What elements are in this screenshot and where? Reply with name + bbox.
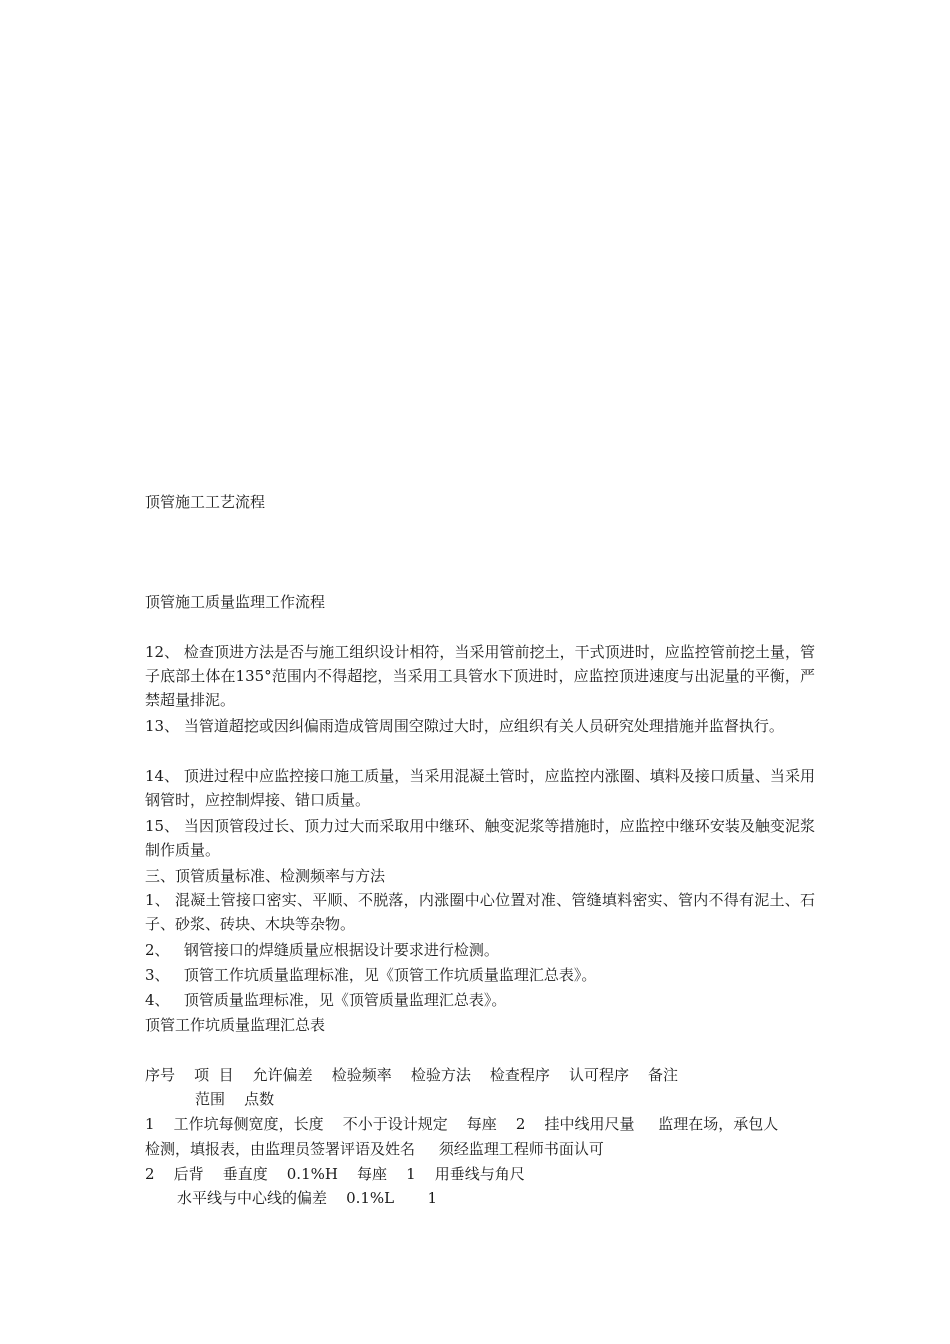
table-row-1-line-1: 1 工作坑每侧宽度，长度 不小于设计规定 每座 2 挂中线用尺量 监理在场，承包人 [145, 1115, 779, 1133]
table-row-2-line-2: 水平线与中心线的偏差 0.1%L 1 [177, 1189, 438, 1207]
section-3-item-2: 2、 钢管接口的焊缝质量应根据设计要求进行检测。 [145, 941, 499, 959]
heading-process-flow: 顶管施工工艺流程 [145, 493, 266, 511]
table-row-2-line-1: 2 后背 垂直度 0.1%H 每座 1 用垂线与角尺 [145, 1165, 525, 1183]
table-header-line-2: 范围 点数 [195, 1090, 275, 1108]
table-header-line-1: 序号 项 目 允许偏差 检验频率 检验方法 检查程序 认可程序 备注 [145, 1066, 679, 1084]
section-3-item-1: 1、 混凝土管接口密实、平顺、不脱落，内涨圈中心位置对准、管缝填料密实、管内不得有泥土、石子、砂浆、砖块、木块等杂物。 [145, 891, 815, 933]
heading-supervision-flow: 顶管施工质量监理工作流程 [145, 593, 326, 611]
table-row-1-line-2: 检测，填报表，由监理员签署评语及姓名 须经监理工程师书面认可 [145, 1140, 604, 1158]
section-3-title: 三、顶管质量标准、检测频率与方法 [145, 867, 386, 885]
section-3-item-4: 4、 顶管质量监理标准，见《顶管质量监理汇总表》。 [145, 991, 507, 1009]
list-item-13: 13、 当管道超挖或因纠偏雨造成管周围空隙过大时，应组织有关人员研究处理措施并监督执行。 [145, 717, 784, 735]
list-item-12: 12、 检查顶进方法是否与施工组织设计相符，当采用管前挖土，干式顶进时，应监控管前挖土量，管子底部土体在135°范围内不得超挖，当采用工具管水下顶进时，应监控顶进速度与出泥量的平衡，严禁超量排泥。 [145, 643, 815, 709]
table-title: 顶管工作坑质量监理汇总表 [145, 1016, 326, 1034]
list-item-15: 15、 当因顶管段过长、顶力过大而采取用中继环、触变泥浆等措施时，应监控中继环安装及触变泥浆制作质量。 [145, 817, 815, 859]
list-item-14: 14、 顶进过程中应监控接口施工质量，当采用混凝土管时，应监控内涨圈、填料及接口质量、当采用钢管时，应控制焊接、错口质量。 [145, 767, 815, 809]
section-3-item-3: 3、 顶管工作坑质量监理标准，见《顶管工作坑质量监理汇总表》。 [145, 966, 597, 984]
